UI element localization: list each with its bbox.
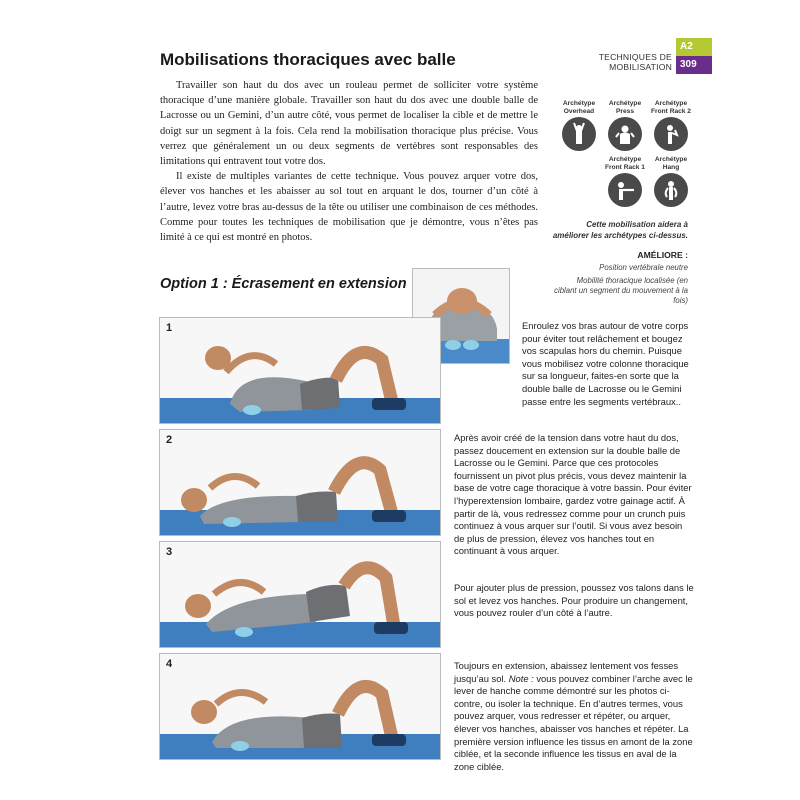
intro-paragraph-2: Il existe de multiples variantes de cette technique. Vous pouvez arquer votre dos, élever vos hanches et les abaisser au sol tout en arquant le dos, tourner d’un côté à l’autre, levez votre bras au-dessus de la tête ou utiliser une combinaison de ces méthodes. Comme pour toutes les techniques de mobilisation que je démontre, vous n’êtes pas limité à ce qui est montré en photos. [160,171,538,244]
intro-text [160,78,538,245]
archetype-label: Archétype [562,100,596,107]
step-number: 4 [166,658,173,670]
archetype-hang [650,156,692,207]
option-title: Option 1 : Écrasement en extension [160,276,407,292]
page-title: Mobilisations thoraciques avec balle [160,50,456,69]
archetype-name: Front Rack 1 [605,163,645,171]
archetype-name: Press [616,107,634,115]
archetype-label: Archétype [654,156,688,163]
archetype-front-rack-2 [650,100,692,151]
step-photo-2 [159,429,441,536]
section-tab [588,38,712,74]
step-photo-3 [159,541,441,648]
archetype-overhead [558,100,600,151]
overhead-archetype-icon [562,117,596,151]
step-4-description [454,660,694,773]
archetype-label: Archétype [654,100,688,107]
step-number: 2 [166,434,173,446]
ameliore-item: Position vertébrale neutre [599,263,688,272]
step-2-description: Après avoir créé de la tension dans votre haut du dos, passez doucement en extension sur la double balle de Lacrosse ou le Gemini. Parce que ces protocoles fournissent un pivot plus précis, vous devez maintenir la base de votre cage thoracique à votre bassin. Pour éviter l’hyperextension lombaire, gardez votre gainage actif. À partir de là, vous redressez comme pour un crunch puis continuez à vous arquer sur l’outil. Si vous avez besoin de plus de pression, élevez vos hanches tout en continuant à vous arquer. [454,432,692,557]
archetype-name: Front Rack 2 [651,107,691,115]
section-label-line2: MOBILISATION [609,62,672,72]
archetype-label: Archétype [608,156,642,163]
hang-archetype-icon [654,173,688,207]
step-1-description: Enroulez vos bras autour de votre corps pour éviter tout relâchement et bougez vos scapulas hors du chemin. Puisque vous mobilisez votre colonne thoracique sur sa longueur, faites-en sorte que la double balle de Lacrosse ou le Gemini passe entre les segments vertébraux.. [522,320,689,407]
archetype-label: Archétype [608,100,642,107]
ameliore-item: Mobilité thoracique localisée (en ciblant un segment du mouvement à la fois) [554,276,688,305]
front-rack-2-archetype-icon [654,117,688,151]
step-number: 1 [166,322,173,334]
step-4-note-label: Note : [508,672,534,684]
press-archetype-icon [608,117,642,151]
archetype-name: Overhead [563,107,595,115]
step-number: 3 [166,546,173,558]
archetype-name: Hang [662,163,680,171]
step-4-text-end: vous pouvez combiner l’arche avec le lever de hanche comme démontré sur les photos ci-contre, ou isoler la technique. En d’autres termes, vous pouvez arquer, vous redresser et répéter, ou arquer, élever vos hanches, abaisser vos hanches et répéter. La première version influence les tissus en amont de la zone ciblée, et la seconde influence les tissus en aval de la zone ciblée. [454,672,693,772]
archetype-press [604,100,646,151]
archetype-caption: Cette mobilisation aidera à améliorer les archétypes ci-dessus. [552,220,688,240]
step-photo-4 [159,653,441,760]
ameliore-heading: AMÉLIORE : [637,250,688,260]
section-label-line1: TECHNIQUES DE [598,52,672,62]
page-number: 309 [676,56,712,74]
step-3-description: Pour ajouter plus de pression, poussez vos talons dans le sol et levez vos hanches. Pour produire un changement, vous pouvez rouler d’un côté à l’autre. [454,582,694,619]
section-label [588,52,672,72]
ameliore-box [552,250,688,306]
step-4-text-start: Toujours en extension, abaissez lentement vos fesses jusqu’au sol. [454,660,679,684]
archetype-front-rack-1 [604,156,646,207]
front-rack-1-archetype-icon [608,173,642,207]
intro-paragraph-1: Travailler son haut du dos avec un rouleau permet de solliciter votre système thoracique d’une manière globale. Travailler son haut du dos avec une double balle de Lacrosse ou un Gemini, d’un autre côté, vous permet de localiser la cible et de mettre le doigt sur un segment à la fois. Cela rend la mobilisation thoracique plus précise. Vous verrez que généralement un ou deux segments de vertèbres sont responsables des limitations qui entravent tout votre dos. [160,80,538,168]
step-photo-1 [159,317,441,424]
section-code-badge: A2 [676,38,712,56]
